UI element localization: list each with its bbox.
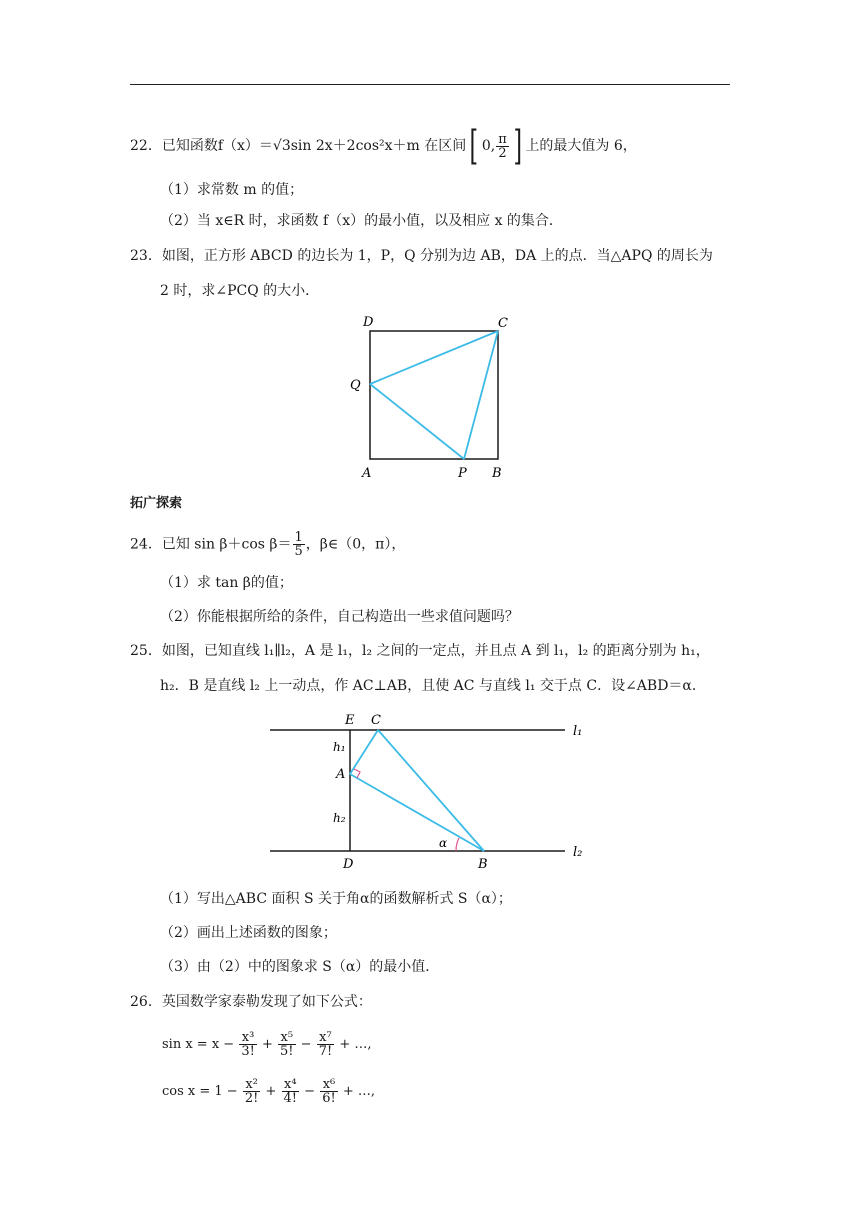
cos-term-3 bbox=[320, 1078, 338, 1105]
q22-text-c: 上的最大值为 6， bbox=[525, 138, 637, 154]
sin-lhs: sin x = x − bbox=[162, 1037, 235, 1052]
q24-sub1: （1）求 tan β的值； bbox=[160, 575, 293, 591]
cos-minus: − bbox=[304, 1084, 316, 1099]
segment-ac bbox=[350, 730, 378, 774]
q22-right-bracket: ] bbox=[513, 123, 522, 169]
q22-text-b: sin 2x＋2cos²x＋m 在区间 bbox=[290, 138, 467, 154]
label-a: A bbox=[362, 466, 372, 481]
q23-line1: 如图，正方形 ABCD 的边长为 1，P，Q 分别为边 AB，DA 上的点．当△APQ 的周长为 bbox=[161, 248, 713, 264]
q22-sub1: （1）求常数 m 的值； bbox=[160, 182, 304, 198]
cos-term-2 bbox=[282, 1078, 300, 1105]
label-h1: h₁ bbox=[333, 740, 346, 754]
section-title: 拓广探索 bbox=[130, 496, 183, 511]
question-26 bbox=[130, 992, 372, 1012]
q23-figure bbox=[340, 310, 520, 485]
q24-frac-num: 1 bbox=[294, 530, 303, 545]
cos-plus: + bbox=[265, 1084, 277, 1099]
label-b: B bbox=[492, 466, 502, 481]
question-23 bbox=[130, 246, 713, 266]
cos-t1-den: 2! bbox=[244, 1091, 259, 1106]
q25-sub3: （3）由（2）中的图象求 S（α）的最小值． bbox=[160, 959, 440, 975]
q24-frac-den: 5 bbox=[294, 544, 303, 559]
cos-tail: + …, bbox=[342, 1084, 376, 1099]
q25-sub1: （1）写出△ABC 面积 S 关于角α的函数解析式 S（α）； bbox=[160, 891, 512, 907]
q22-interval-num: π bbox=[498, 131, 507, 147]
segment-qp bbox=[370, 384, 464, 459]
label-l1: l₁ bbox=[573, 724, 583, 739]
cos-term-1 bbox=[243, 1078, 261, 1105]
q26-number: 26． bbox=[130, 994, 162, 1010]
sin-term-1 bbox=[239, 1031, 257, 1058]
q24-text-a: 已知 sin β＋cos β＝ bbox=[161, 536, 292, 553]
header-rule bbox=[130, 84, 730, 85]
q22-sub2: （2）当 x∈R 时，求函数 f（x）的最小值，以及相应 x 的集合． bbox=[160, 213, 563, 229]
sin-t3-den: 7! bbox=[318, 1044, 333, 1059]
q22-number: 22． bbox=[130, 138, 162, 154]
label-p: P bbox=[458, 466, 467, 481]
cos-t3-den: 6! bbox=[322, 1091, 336, 1106]
cos-lhs: cos x = 1 − bbox=[162, 1084, 238, 1099]
q22-text-a: 已知函数 bbox=[161, 138, 218, 154]
q24-sub2: （2）你能根据所给的条件，自己构造出一些求值问题吗？ bbox=[160, 609, 519, 625]
sin-t2-num: x⁵ bbox=[278, 1031, 296, 1045]
sin-t1-den: 3! bbox=[241, 1044, 255, 1059]
label-a2: A bbox=[336, 767, 346, 782]
sin-tail: + …, bbox=[339, 1037, 372, 1052]
q22-left-bracket: [ bbox=[469, 123, 479, 169]
sin-plus: + bbox=[261, 1037, 273, 1052]
question-24 bbox=[130, 531, 405, 558]
q24-frac bbox=[293, 531, 305, 558]
q23-number: 23． bbox=[130, 248, 162, 264]
cos-series bbox=[162, 1078, 375, 1105]
label-e: E bbox=[345, 713, 355, 728]
q22-interval-frac bbox=[496, 133, 509, 160]
q24-number: 24． bbox=[130, 536, 162, 553]
q24-text-b: ，β∈（0，π）， bbox=[305, 536, 406, 553]
cos-t3-num: x⁶ bbox=[320, 1078, 338, 1092]
q25-line2: h₂．B 是直线 l₂ 上一动点，作 AC⊥AB，且使 AC 与直线 l₁ 交于点 C．设∠ABD＝α． bbox=[160, 678, 706, 694]
q22-sqrt: √3 bbox=[272, 138, 291, 154]
q25-line1: 如图，已知直线 l₁∥l₂，A 是 l₁，l₂ 之间的一定点，并且点 A 到 l₁，l₂ 的距离分别为 h₁， bbox=[161, 643, 710, 659]
q23-line2: 2 时，求∠PCQ 的大小． bbox=[160, 283, 320, 299]
q22-interval-left: 0, bbox=[481, 138, 496, 154]
cos-t2-num: x⁴ bbox=[282, 1078, 300, 1092]
label-d2: D bbox=[343, 857, 354, 872]
segment-qc bbox=[370, 331, 498, 384]
label-alpha: α bbox=[439, 836, 448, 850]
sin-term-2 bbox=[278, 1031, 296, 1058]
label-b2: B bbox=[478, 857, 488, 872]
question-25 bbox=[130, 641, 710, 661]
question-22 bbox=[130, 123, 637, 169]
label-c: C bbox=[498, 316, 508, 331]
angle-alpha-arc bbox=[456, 838, 459, 851]
sin-series bbox=[162, 1031, 372, 1058]
q22-fx: f（x）＝ bbox=[217, 138, 273, 154]
q25-sub2: （2）画出上述函数的图象； bbox=[160, 925, 337, 941]
cos-t1-num: x² bbox=[243, 1078, 261, 1092]
sin-t2-den: 5! bbox=[280, 1044, 294, 1059]
q25-figure bbox=[265, 705, 595, 875]
segment-ab bbox=[350, 774, 484, 851]
label-l2: l₂ bbox=[573, 845, 583, 860]
segment-cb bbox=[378, 730, 484, 851]
segment-pc bbox=[464, 331, 498, 459]
label-d: D bbox=[363, 315, 374, 330]
label-h2: h₂ bbox=[333, 811, 346, 825]
square-abcd bbox=[370, 331, 498, 459]
sin-minus: − bbox=[300, 1037, 312, 1052]
cos-t2-den: 4! bbox=[283, 1091, 298, 1106]
label-q: Q bbox=[350, 378, 361, 393]
label-c2: C bbox=[371, 713, 381, 728]
q22-interval-den: 2 bbox=[498, 145, 507, 161]
sin-term-3 bbox=[317, 1031, 335, 1058]
sin-t1-num: x³ bbox=[239, 1031, 257, 1045]
q25-number: 25． bbox=[130, 643, 162, 659]
sin-t3-num: x⁷ bbox=[317, 1031, 335, 1045]
q26-text: 英国数学家泰勒发现了如下公式： bbox=[161, 994, 372, 1010]
